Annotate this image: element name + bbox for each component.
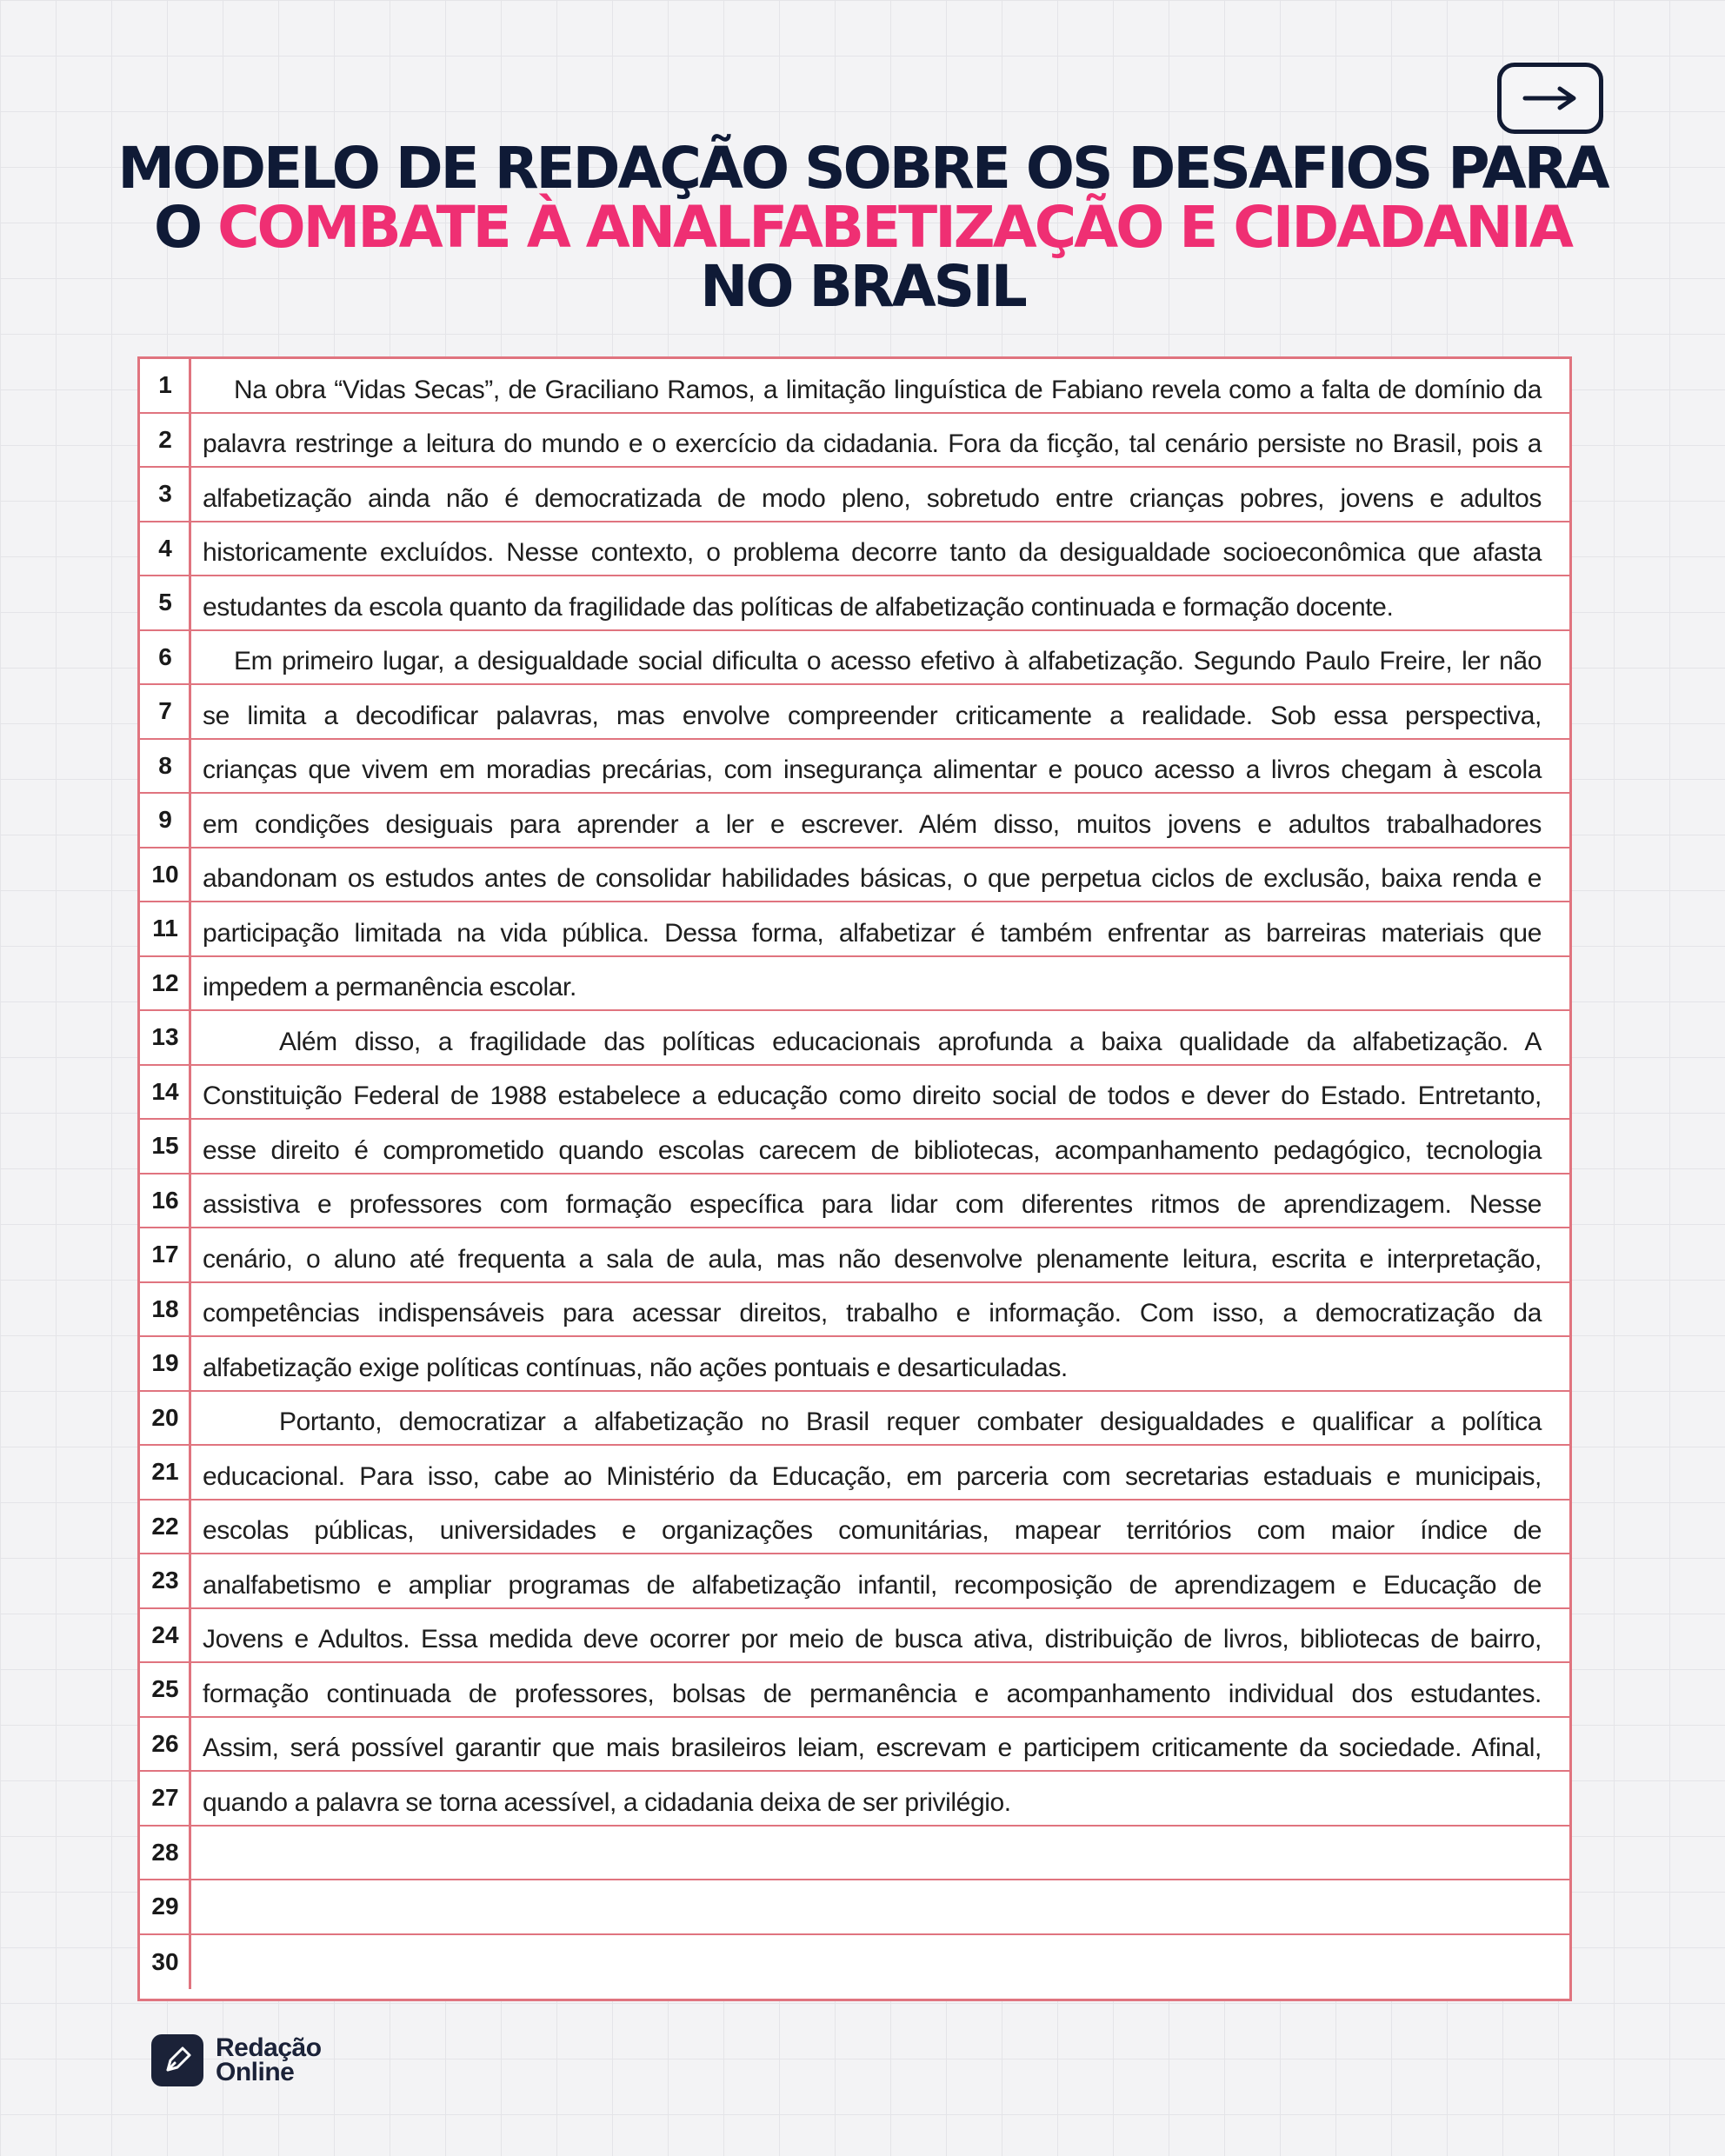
line-text: esse direito é comprometido quando escolas carecem de bibliotecas, acompanhamento pedagógico, tecnologia xyxy=(203,1135,1542,1165)
sheet-line xyxy=(140,1392,1569,1447)
line-number: 5 xyxy=(158,589,172,616)
pen-nib-icon xyxy=(151,2034,203,2086)
line-text: historicamente excluídos. Nesse contexto, o problema decorre tanto da desigualdade socioeconômica que afasta xyxy=(203,538,1542,567)
line-number: 23 xyxy=(151,1567,179,1594)
line-number: 13 xyxy=(151,1023,179,1051)
margin-divider xyxy=(189,1392,191,1445)
line-text: competências indispensáveis para acessar direitos, trabalho e informação. Com isso, a democratização da xyxy=(203,1299,1542,1328)
sheet-line xyxy=(140,1228,1569,1283)
line-number: 24 xyxy=(151,1620,179,1648)
sheet-line xyxy=(140,631,1569,686)
sheet-line xyxy=(140,1663,1569,1718)
sheet-line xyxy=(140,522,1569,577)
line-number: 3 xyxy=(158,480,172,508)
line-text: Em primeiro lugar, a desigualdade social dificulta o acesso efetivo à alfabetização. Segundo Paulo Freire, ler não xyxy=(234,647,1542,675)
sheet-line xyxy=(140,1827,1569,1881)
line-text: alfabetização exige políticas contínuas, não ações pontuais e desarticuladas. xyxy=(203,1353,1068,1382)
margin-divider xyxy=(189,414,191,467)
sheet-line xyxy=(140,685,1569,740)
line-text: analfabetismo e ampliar programas de alfabetização infantil, recomposição de aprendizagem e Educação de xyxy=(203,1570,1542,1600)
sheet-line xyxy=(140,848,1569,903)
next-button[interactable] xyxy=(1497,63,1603,134)
sheet-line xyxy=(140,1772,1569,1827)
sheet-line xyxy=(140,1283,1569,1338)
margin-divider xyxy=(189,1880,191,1933)
title-line-2-prefix: O xyxy=(154,194,218,261)
margin-divider xyxy=(189,1337,191,1390)
sheet-line xyxy=(140,1337,1569,1392)
margin-divider xyxy=(189,522,191,576)
line-number: 19 xyxy=(151,1349,179,1377)
sheet-line xyxy=(140,1011,1569,1066)
margin-divider xyxy=(189,1120,191,1173)
margin-divider xyxy=(189,1066,191,1119)
sheet-line xyxy=(140,1501,1569,1555)
sheet-line xyxy=(140,1120,1569,1174)
line-text: alfabetização ainda não é democratizada de modo pleno, sobretudo entre crianças pobres, jovens e adultos xyxy=(203,483,1542,513)
line-number: 30 xyxy=(151,1947,179,1975)
line-number: 7 xyxy=(158,697,172,725)
line-number: 6 xyxy=(158,642,172,670)
sheet-line xyxy=(140,1609,1569,1664)
sheet-line xyxy=(140,414,1569,469)
line-text: formação continuada de professores, bolsas de permanência e acompanhamento individual dos estudantes. xyxy=(203,1679,1542,1708)
line-number: 25 xyxy=(151,1675,179,1703)
margin-divider xyxy=(189,685,191,738)
line-text: Assim, será possível garantir que mais brasileiros leiam, escrevam e participem criticamente da sociedade. Afinal, xyxy=(203,1733,1542,1762)
line-text: educacional. Para isso, cabe ao Ministério da Educação, em parceria com secretarias estaduais e municipais, xyxy=(203,1461,1542,1491)
line-text: participação limitada na vida pública. Dessa forma, alfabetizar é também enfrentar as barreiras materiais que xyxy=(203,918,1542,948)
line-text: Na obra “Vidas Secas”, de Graciliano Ramos, a limitação linguística de Fabiano revela como a falta de domínio da xyxy=(234,375,1542,404)
line-text: crianças que vivem em moradias precárias, com insegurança alimentar e pouco acesso a livros chegam à escola xyxy=(203,755,1542,784)
line-text: estudantes da escola quanto da fragilidade das políticas de alfabetização continuada e formação docente. xyxy=(203,592,1394,622)
margin-divider xyxy=(189,1935,191,1990)
sheet-line xyxy=(140,576,1569,631)
margin-divider xyxy=(189,1554,191,1607)
line-number: 29 xyxy=(151,1893,179,1920)
line-number: 16 xyxy=(151,1186,179,1214)
margin-divider xyxy=(189,1609,191,1662)
margin-divider xyxy=(189,631,191,684)
sheet-line xyxy=(140,1718,1569,1773)
line-text: cenário, o aluno até frequenta a sala de aula, mas não desenvolve plenamente leitura, escrita e interpretação, xyxy=(203,1244,1542,1274)
line-text: impedem a permanência escolar. xyxy=(203,973,576,1001)
title-accent: COMBATE À ANALFABETIZAÇÃO E CIDADANIA xyxy=(217,194,1571,261)
sheet-line xyxy=(140,794,1569,848)
line-number: 15 xyxy=(151,1132,179,1160)
line-number: 18 xyxy=(151,1294,179,1322)
title-line-1: MODELO DE REDAÇÃO SOBRE OS DESAFIOS PARA xyxy=(117,135,1608,202)
margin-divider xyxy=(189,1663,191,1716)
margin-divider xyxy=(189,1011,191,1064)
page-title xyxy=(0,135,1725,320)
title-line-2 xyxy=(0,194,1725,261)
line-number: 10 xyxy=(151,860,179,888)
margin-divider xyxy=(189,1283,191,1336)
sheet-line xyxy=(140,1066,1569,1121)
line-text: assistiva e professores com formação específica para lidar com diferentes ritmos de aprendizagem. Nesse xyxy=(203,1190,1542,1219)
line-number: 26 xyxy=(151,1729,179,1757)
sheet-line xyxy=(140,957,1569,1012)
line-number: 2 xyxy=(158,425,172,453)
sheet-line xyxy=(140,1174,1569,1229)
sheet-line xyxy=(140,468,1569,522)
line-text: Jovens e Adultos. Essa medida deve ocorrer por meio de busca ativa, distribuição de livros, bibliotecas de bairro, xyxy=(203,1625,1542,1654)
margin-divider xyxy=(189,576,191,629)
margin-divider xyxy=(189,359,191,412)
brand-line-2: Online xyxy=(216,2058,295,2086)
sheet-line xyxy=(140,359,1569,414)
line-number: 11 xyxy=(152,915,178,942)
essay-sheet xyxy=(137,356,1572,2001)
line-text: palavra restringe a leitura do mundo e o exercício da cidadania. Fora da ficção, tal cenário persiste no Brasil, pois a xyxy=(203,429,1542,458)
margin-divider xyxy=(189,794,191,847)
sheet-line xyxy=(140,1880,1569,1935)
brand-name xyxy=(216,2033,322,2086)
line-text: escolas públicas, universidades e organizações comunitárias, mapear territórios com maior índice de xyxy=(203,1516,1542,1545)
margin-divider xyxy=(189,1174,191,1228)
line-number: 17 xyxy=(151,1241,179,1268)
line-text: se limita a decodificar palavras, mas envolve compreender criticamente a realidade. Sob essa perspectiva, xyxy=(203,701,1542,730)
sheet-line xyxy=(140,1935,1569,1990)
margin-divider xyxy=(189,1446,191,1499)
margin-divider xyxy=(189,1228,191,1281)
line-number: 1 xyxy=(158,371,172,399)
line-text: Portanto, democratizar a alfabetização no Brasil requer combater desigualdades e qualificar a política xyxy=(279,1407,1542,1436)
brand-line-1: Redação xyxy=(216,2033,322,2062)
sheet-line xyxy=(140,740,1569,795)
margin-divider xyxy=(189,1772,191,1825)
line-number: 8 xyxy=(158,751,172,779)
line-number: 27 xyxy=(151,1784,179,1812)
margin-divider xyxy=(189,848,191,902)
line-number: 4 xyxy=(158,534,172,562)
line-number: 12 xyxy=(151,968,179,996)
margin-divider xyxy=(189,957,191,1010)
arrow-right-icon xyxy=(1522,85,1579,111)
margin-divider xyxy=(189,740,191,793)
line-number: 22 xyxy=(151,1512,179,1540)
margin-divider xyxy=(189,468,191,521)
line-number: 28 xyxy=(151,1838,179,1866)
line-number: 21 xyxy=(151,1458,179,1486)
line-text: abandonam os estudos antes de consolidar habilidades básicas, o que perpetua ciclos de exclusão, baixa renda e xyxy=(203,864,1542,893)
margin-divider xyxy=(189,1718,191,1771)
line-number: 20 xyxy=(151,1403,179,1431)
line-text: Além disso, a fragilidade das políticas educacionais aprofunda a baixa qualidade da alfabetização. A xyxy=(279,1027,1542,1056)
margin-divider xyxy=(189,902,191,955)
title-line-3: NO BRASIL xyxy=(700,253,1025,320)
margin-divider xyxy=(189,1827,191,1880)
margin-divider xyxy=(189,1501,191,1554)
sheet-line xyxy=(140,1446,1569,1501)
sheet-line xyxy=(140,902,1569,957)
sheet-line xyxy=(140,1554,1569,1609)
line-number: 14 xyxy=(151,1077,179,1105)
line-text: Constituição Federal de 1988 estabelece a educação como direito social de todos e dever do Estado. Entretanto, xyxy=(203,1081,1542,1110)
line-text: em condições desiguais para aprender a ler e escrever. Além disso, muitos jovens e adultos trabalhadores xyxy=(203,809,1542,839)
line-text: quando a palavra se torna acessível, a cidadania deixa de ser privilégio. xyxy=(203,1787,1011,1817)
line-number: 9 xyxy=(158,806,172,834)
brand-logo xyxy=(151,2034,322,2086)
